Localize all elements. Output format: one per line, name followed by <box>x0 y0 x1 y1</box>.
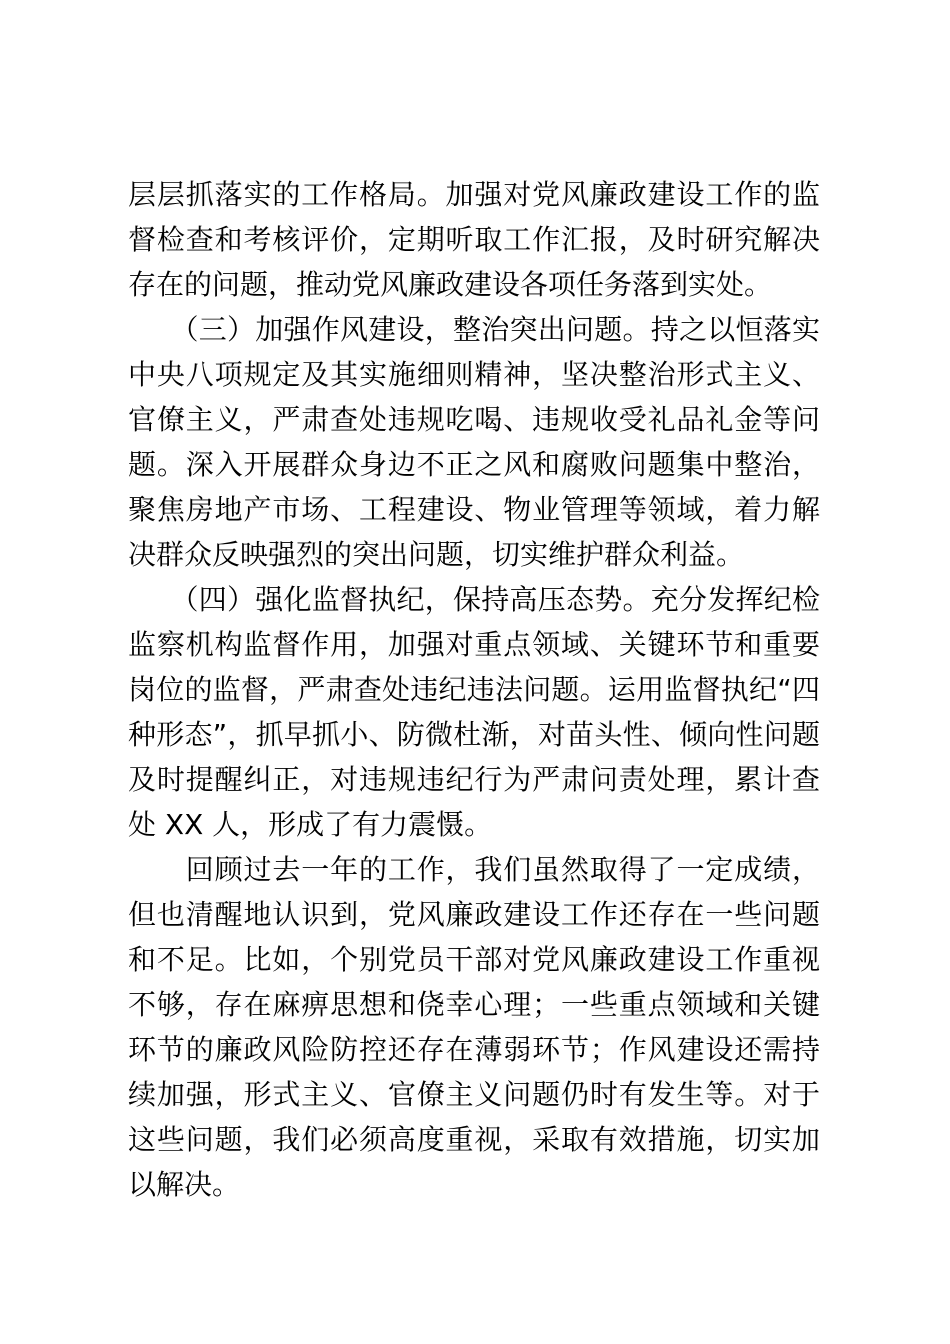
paragraph-1: 层层抓落实的工作格局。加强对党风廉政建设工作的监督检查和考核评价，定期听取工作汇报，及时研究解决存在的问题，推动党风廉政建设各项任务落到实处。 <box>128 178 820 301</box>
paragraph-3: （四）强化监督执纪，保持高压态势。充分发挥纪检监察机构监督作用，加强对重点领域、关键环节和重要岗位的监督，严肃查处违纪违法问题。运用监督执纪“四种形态”，抓早抓小、防微杜渐，对苗头性、倾向性问题及时提醒纠正，对违规违纪行为严肃问责处理，累计查处 XX 人，形成了有力震慑。 <box>128 583 820 841</box>
paragraph-4: 回顾过去一年的工作，我们虽然取得了一定成绩，但也清醒地认识到，党风廉政建设工作还存在一些问题和不足。比如，个别党员干部对党风廉政建设工作重视不够，存在麻痹思想和侥幸心理；一些重点领域和关键环节的廉政风险防控还存在薄弱环节；作风建设还需持续加强，形式主义、官僚主义问题仍时有发生等。对于这些问题，我们必须高度重视，采取有效措施，切实加以解决。 <box>128 853 820 1201</box>
paragraph-2: （三）加强作风建设，整治突出问题。持之以恒落实中央八项规定及其实施细则精神，坚决整治形式主义、官僚主义，严肃查处违规吃喝、违规收受礼品礼金等问题。深入开展群众身边不正之风和腐败问题集中整治，聚焦房地产市场、工程建设、物业管理等领域，着力解决群众反映强烈的突出问题，切实维护群众利益。 <box>128 313 820 571</box>
document-body <box>128 172 820 1207</box>
